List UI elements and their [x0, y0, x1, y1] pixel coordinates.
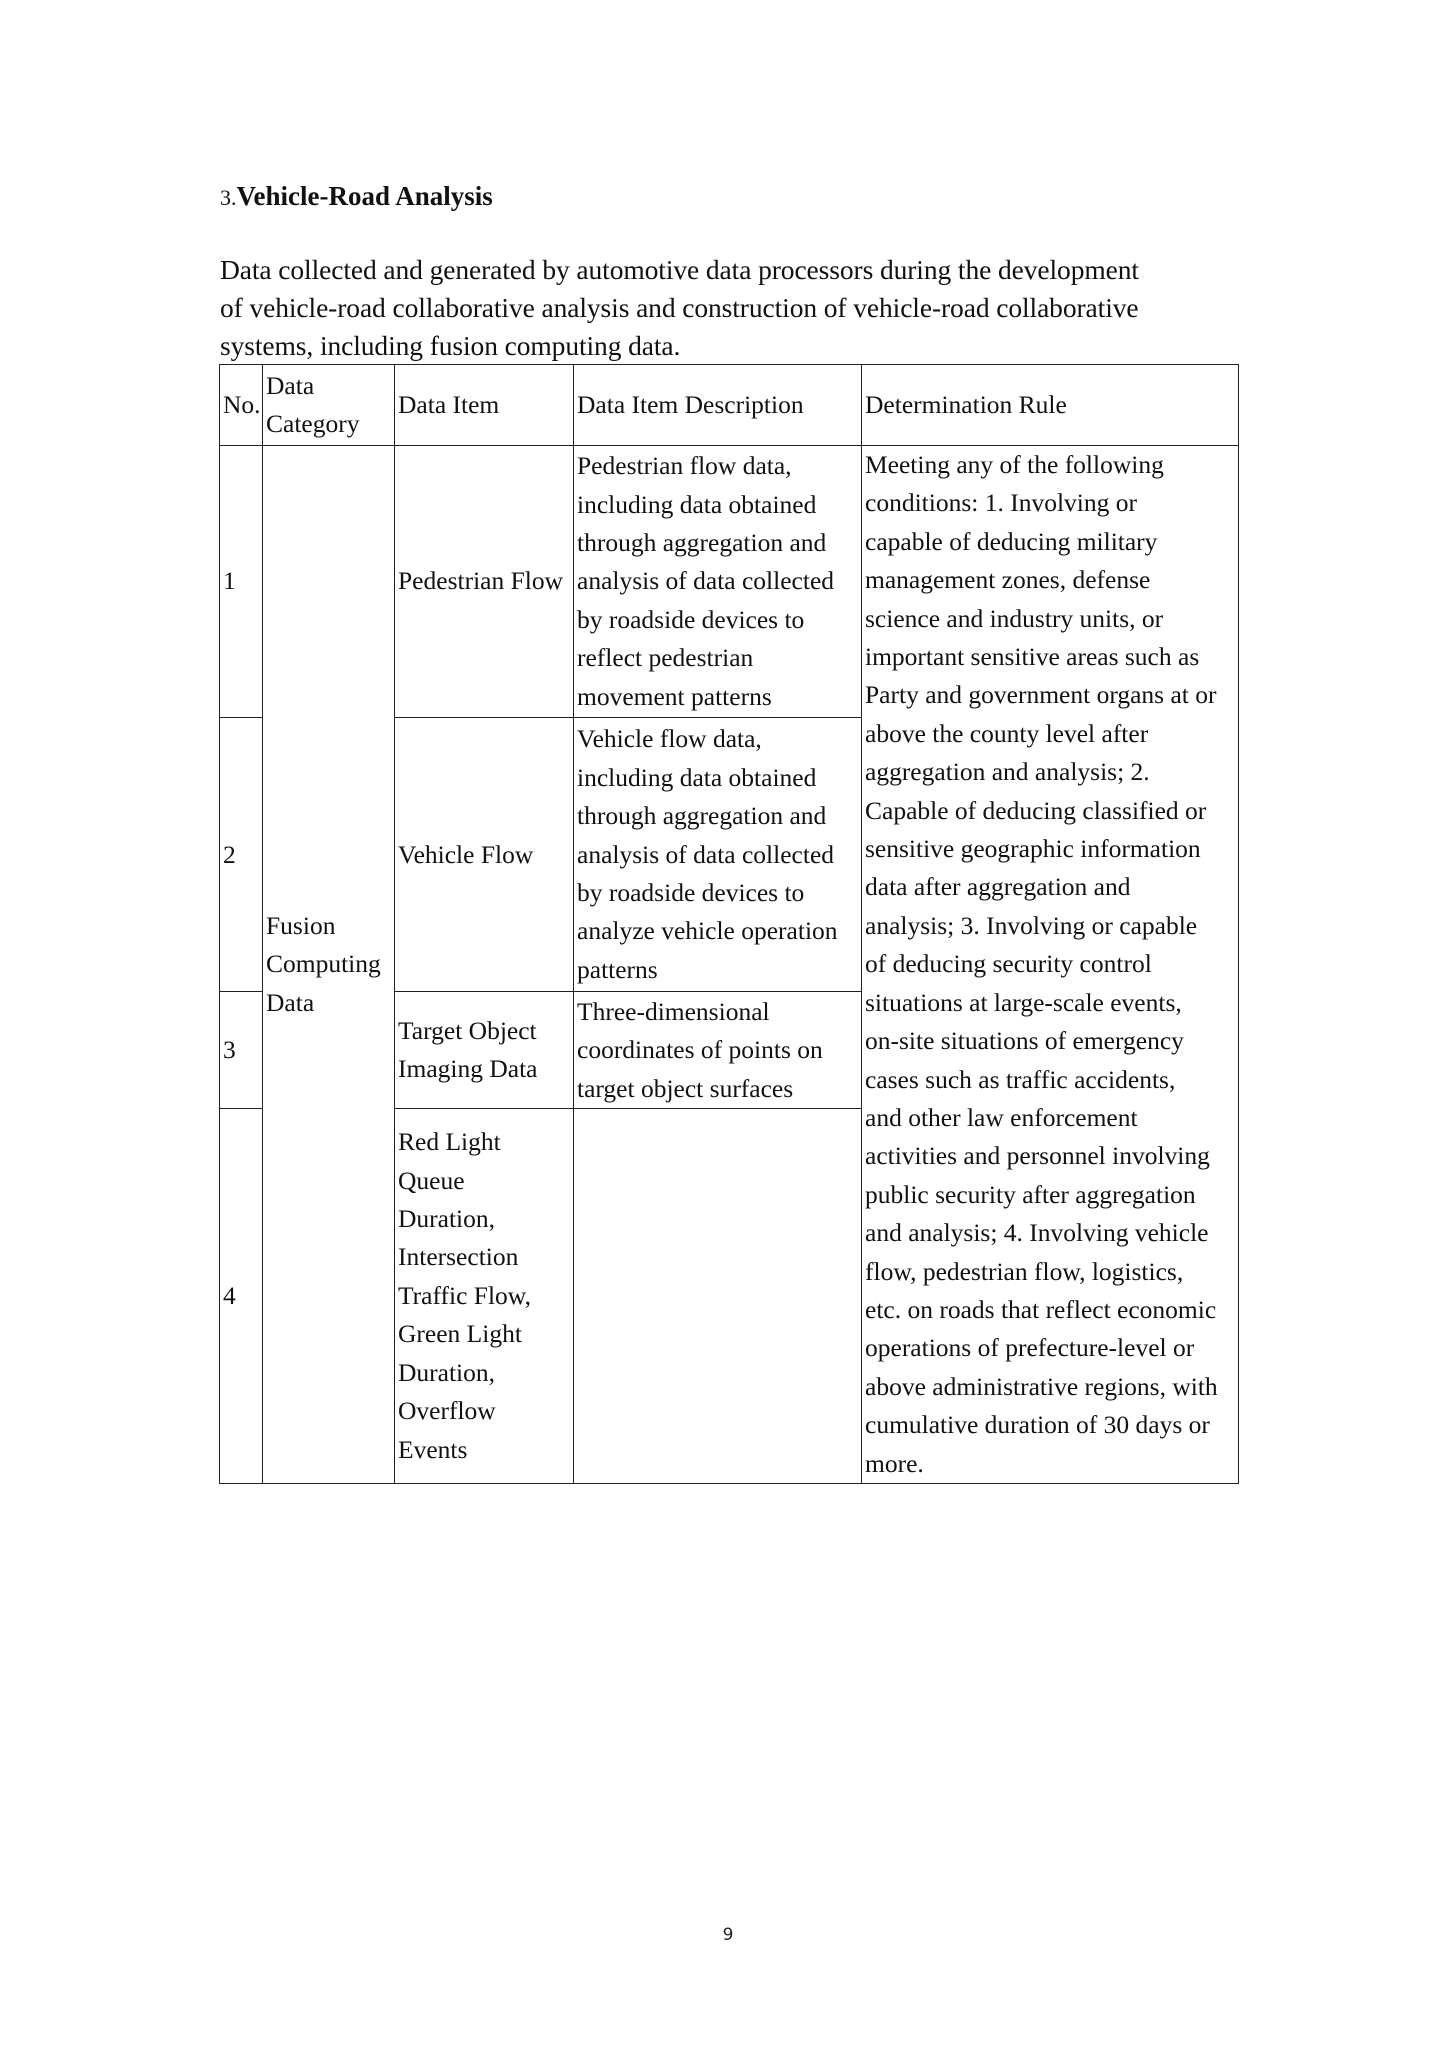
row-item — [395, 446, 574, 718]
rule-line: data after aggregation and — [865, 872, 1131, 902]
rule-line: Meeting any of the following — [865, 450, 1164, 479]
row-description-empty — [574, 1109, 862, 1484]
item-line: Duration, — [398, 1204, 496, 1234]
description-line: Vehicle flow data, — [577, 724, 762, 754]
row-no: 2 — [220, 718, 263, 992]
intro-line: Data collected and generated by automotive data processors during the development — [220, 254, 1139, 285]
section-title: Vehicle-Road Analysis — [236, 181, 493, 211]
rule-line: Party and government organs at or — [865, 680, 1217, 710]
rule-line: etc. on roads that reflect economic — [865, 1294, 1217, 1324]
description-line: Three-dimensional — [577, 996, 770, 1026]
rule-line: science and industry units, or — [865, 603, 1164, 633]
rule-line: of deducing security control — [865, 949, 1152, 979]
row-description — [574, 718, 862, 992]
row-no: 4 — [220, 1109, 263, 1484]
description-line: Pedestrian flow data, — [577, 451, 792, 481]
description-line: analyze vehicle operation — [577, 916, 838, 946]
category-line: Computing — [266, 949, 381, 979]
row-item — [395, 992, 574, 1109]
intro-paragraph — [220, 251, 1250, 365]
item-line: Imaging Data — [398, 1054, 538, 1084]
rule-line: and analysis; 4. Involving vehicle — [865, 1218, 1209, 1248]
row-no: 1 — [220, 446, 263, 718]
intro-line: systems, including fusion computing data. — [220, 330, 681, 361]
item-line: Queue — [398, 1165, 465, 1195]
rule-line: more. — [865, 1448, 924, 1478]
category-line: Fusion — [266, 910, 336, 940]
row-no: 3 — [220, 992, 263, 1109]
section-heading — [220, 178, 493, 216]
item-line: Events — [398, 1434, 468, 1464]
description-line: reflect pedestrian — [577, 643, 754, 673]
description-line: target object surfaces — [577, 1073, 794, 1103]
rule-line: and other law enforcement — [865, 1102, 1138, 1132]
item-line: Duration, — [398, 1357, 496, 1387]
rule-line: operations of prefecture-level or — [865, 1333, 1195, 1363]
description-line: movement patterns — [577, 681, 772, 711]
rule-line: cumulative duration of 30 days or — [865, 1410, 1210, 1440]
description-line: through aggregation and — [577, 528, 827, 557]
rule-line: on-site situations of emergency — [865, 1026, 1184, 1056]
rule-line: conditions: 1. Involving or — [865, 488, 1137, 518]
description-line: including data obtained — [577, 489, 817, 519]
row-description — [574, 992, 862, 1109]
item-line: Intersection — [398, 1242, 519, 1272]
table-header-row — [220, 365, 1239, 446]
row-item — [395, 1109, 574, 1484]
description-line: coordinates of points on — [577, 1035, 823, 1065]
item-line: Red Light — [398, 1127, 501, 1157]
header-category — [263, 365, 395, 446]
rule-line: public security after aggregation — [865, 1179, 1196, 1209]
rule-line: cases such as traffic accidents, — [865, 1064, 1176, 1094]
intro-line: of vehicle-road collaborative analysis and construction of vehicle-road collaborative — [220, 292, 1139, 323]
description-line: including data obtained — [577, 762, 817, 792]
rule-line: important sensitive areas such as — [865, 642, 1200, 672]
header-no: No. — [220, 365, 263, 446]
description-line: analysis of data collected — [577, 566, 835, 596]
description-line: analysis of data collected — [577, 839, 835, 869]
description-line: patterns — [577, 954, 658, 984]
rule-line: sensitive geographic information — [865, 834, 1201, 864]
header-description: Data Item Description — [574, 365, 862, 446]
category-line: Data — [266, 987, 315, 1017]
header-rule: Determination Rule — [862, 365, 1239, 446]
table-row — [220, 446, 1239, 718]
row-description — [574, 446, 862, 718]
header-category-line: Data — [266, 370, 315, 400]
description-line: by roadside devices to — [577, 878, 805, 908]
rule-line: above administrative regions, with — [865, 1371, 1218, 1401]
rule-line: analysis; 3. Involving or capable — [865, 910, 1198, 940]
rule-line: aggregation and analysis; 2. — [865, 757, 1150, 787]
category-cell — [263, 446, 395, 1484]
item-line: Target Object — [398, 1015, 537, 1045]
item-line: Green Light — [398, 1319, 522, 1349]
description-line: through aggregation and — [577, 801, 827, 831]
rule-line: activities and personnel involving — [865, 1141, 1210, 1171]
rule-line: flow, pedestrian flow, logistics, — [865, 1256, 1184, 1286]
row-item — [395, 718, 574, 992]
page-number: 9 — [722, 1925, 734, 1945]
rule-line: situations at large-scale events, — [865, 987, 1182, 1017]
description-line: by roadside devices to — [577, 604, 805, 634]
header-item: Data Item — [395, 365, 574, 446]
rule-line: Capable of deducing classified or — [865, 795, 1207, 825]
rule-line: management zones, defense — [865, 565, 1151, 595]
item-line: Traffic Flow, — [398, 1280, 531, 1310]
data-table — [219, 364, 1239, 1484]
determination-rule-cell — [862, 446, 1239, 1484]
header-category-line: Category — [266, 409, 360, 438]
item-line: Pedestrian Flow — [398, 566, 564, 596]
item-line: Overflow — [398, 1396, 496, 1426]
item-line: Vehicle Flow — [398, 839, 534, 869]
rule-line: above the county level after — [865, 718, 1149, 748]
section-number: 3. — [220, 185, 237, 210]
rule-line: capable of deducing military — [865, 526, 1158, 556]
